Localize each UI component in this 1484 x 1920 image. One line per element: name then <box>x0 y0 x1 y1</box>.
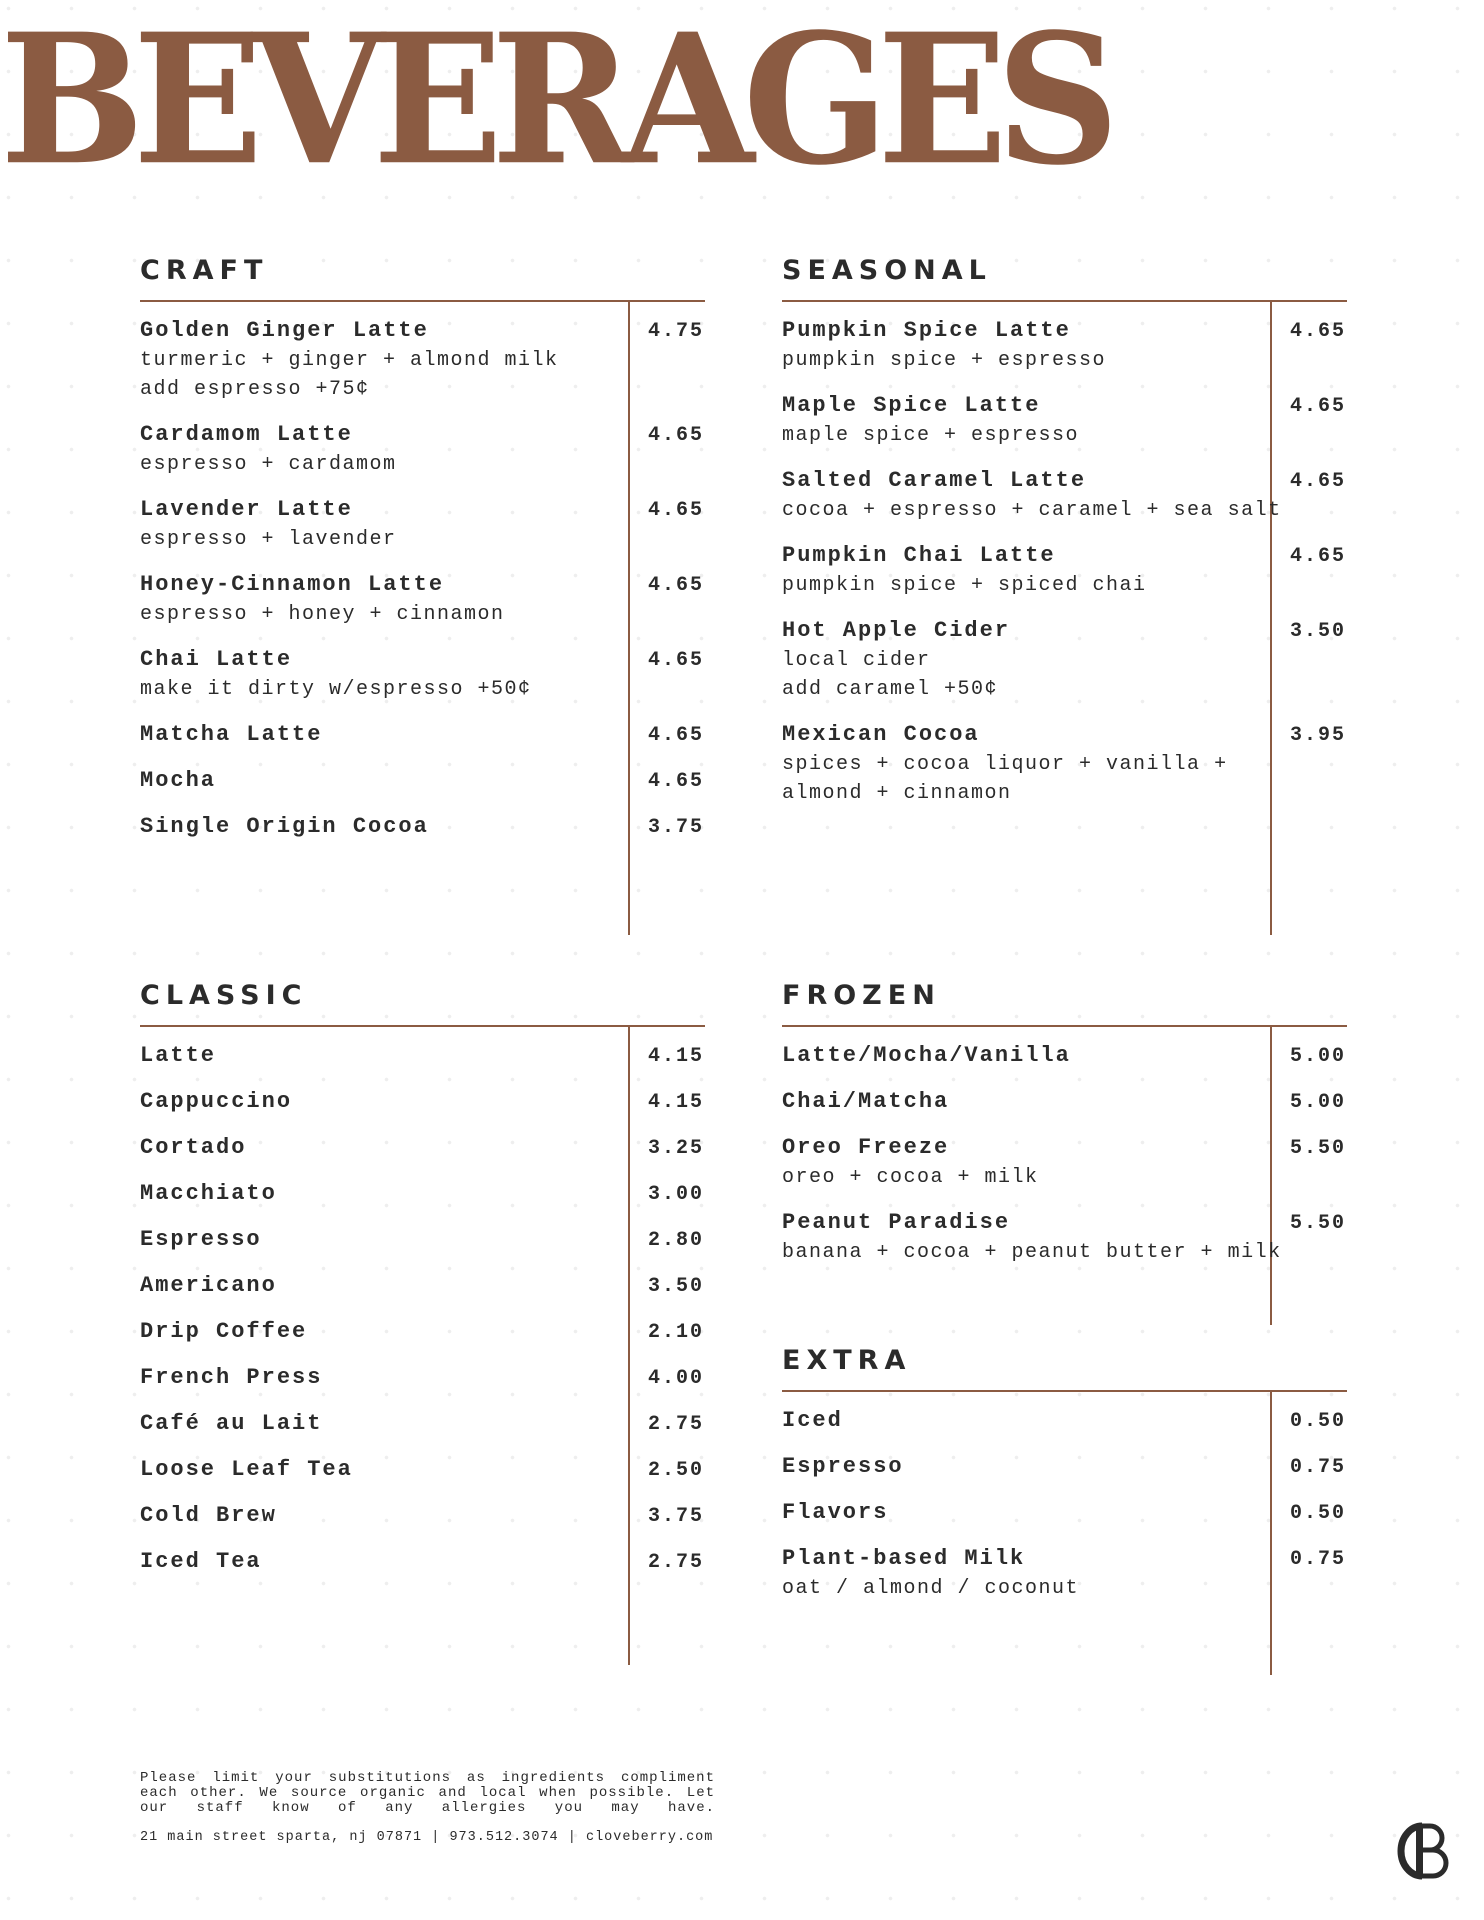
item-price: 0.75 <box>1290 1456 1347 1479</box>
menu-item <box>140 1271 740 1301</box>
item-price: 2.80 <box>648 1229 705 1252</box>
menu-item <box>140 645 740 704</box>
section-craft <box>140 250 740 839</box>
section-rule <box>140 300 705 302</box>
item-description: spices + cocoa liquor + vanilla + <box>782 753 1228 776</box>
section-rule <box>782 1025 1347 1027</box>
item-price: 4.65 <box>648 649 705 672</box>
menu-item <box>140 1225 740 1255</box>
item-name: Café au Lait <box>140 1411 323 1436</box>
menu-item <box>140 1409 740 1439</box>
section-classic <box>140 975 740 1574</box>
menu-item <box>782 720 1382 808</box>
item-price: 5.50 <box>1290 1212 1347 1235</box>
item-name: Chai Latte <box>140 647 293 672</box>
menu-item <box>140 495 740 554</box>
section-rule <box>782 1390 1347 1392</box>
item-name: Americano <box>140 1273 277 1298</box>
item-price: 4.65 <box>1290 395 1347 418</box>
item-name: Mocha <box>140 768 217 793</box>
item-description: almond + cinnamon <box>782 782 1012 805</box>
menu-item <box>140 1317 740 1347</box>
item-name: Iced <box>782 1408 843 1433</box>
item-description: espresso + honey + cinnamon <box>140 603 505 626</box>
menu-item <box>782 1452 1382 1482</box>
item-price: 4.15 <box>648 1091 705 1114</box>
item-name: Peanut Paradise <box>782 1210 1011 1235</box>
item-price: 2.50 <box>648 1459 705 1482</box>
menu-list-craft <box>140 316 740 858</box>
menu-item <box>140 1455 740 1485</box>
item-description: local cider <box>782 649 931 672</box>
item-name: Drip Coffee <box>140 1319 308 1344</box>
menu-item <box>782 1406 1382 1436</box>
item-name: Cortado <box>140 1135 247 1160</box>
footer-address: 21 main street sparta, nj 07871 | 973.512.3074 | cloveberry.com <box>140 1830 714 1845</box>
item-name: Chai/Matcha <box>782 1089 950 1114</box>
item-name: Single Origin Cocoa <box>140 814 429 839</box>
section-heading-craft: CRAFT <box>140 255 269 286</box>
menu-item <box>140 720 740 750</box>
menu-item <box>782 616 1382 704</box>
item-price: 3.25 <box>648 1137 705 1160</box>
item-price: 3.00 <box>648 1183 705 1206</box>
menu-item <box>140 420 740 479</box>
item-price: 4.65 <box>1290 470 1347 493</box>
item-name: Salted Caramel Latte <box>782 468 1087 493</box>
menu-list-frozen <box>782 1041 1382 1283</box>
item-price: 4.65 <box>648 770 705 793</box>
menu-item <box>782 391 1382 450</box>
item-price: 0.75 <box>1290 1548 1347 1571</box>
item-price: 3.50 <box>1290 620 1347 643</box>
item-price: 3.75 <box>648 1505 705 1528</box>
item-price: 4.65 <box>1290 320 1347 343</box>
item-price: 4.65 <box>648 499 705 522</box>
item-name: Oreo Freeze <box>782 1135 950 1160</box>
item-description: oat / almond / coconut <box>782 1577 1080 1600</box>
menu-item <box>140 316 740 404</box>
item-price: 3.50 <box>648 1275 705 1298</box>
item-price: 4.65 <box>648 574 705 597</box>
item-name: Cold Brew <box>140 1503 277 1528</box>
page-title: BEVERAGES <box>0 0 1108 205</box>
item-description: cocoa + espresso + caramel + sea salt <box>782 499 1282 522</box>
item-name: Iced Tea <box>140 1549 262 1574</box>
item-price: 4.65 <box>1290 545 1347 568</box>
item-price: 0.50 <box>1290 1410 1347 1433</box>
menu-item <box>782 1208 1382 1267</box>
item-description: espresso + lavender <box>140 528 397 551</box>
section-heading-classic: CLASSIC <box>140 980 308 1011</box>
menu-item <box>782 541 1382 600</box>
item-price: 4.65 <box>648 724 705 747</box>
menu-item <box>782 466 1382 525</box>
item-name: Espresso <box>782 1454 904 1479</box>
item-price: 2.10 <box>648 1321 705 1344</box>
section-rule <box>782 300 1347 302</box>
item-price: 4.15 <box>648 1045 705 1068</box>
item-name: Pumpkin Spice Latte <box>782 318 1071 343</box>
footer-note: Please limit your substitutions as ingredients compliment each other. We source organic and local when possible. Let our staff know of any allergies you may have. <box>140 1770 715 1816</box>
monogram-icon <box>1392 1818 1452 1884</box>
menu-item <box>782 1133 1382 1192</box>
section-seasonal <box>782 250 1382 805</box>
menu-item <box>140 570 740 629</box>
item-name: Matcha Latte <box>140 722 323 747</box>
item-description: espresso + cardamom <box>140 453 397 476</box>
item-price: 5.50 <box>1290 1137 1347 1160</box>
item-name: Golden Ginger Latte <box>140 318 429 343</box>
item-price: 4.75 <box>648 320 705 343</box>
item-name: Latte/Mocha/Vanilla <box>782 1043 1071 1068</box>
item-name: Lavender Latte <box>140 497 353 522</box>
item-price: 5.00 <box>1290 1091 1347 1114</box>
menu-list-extra <box>782 1406 1382 1619</box>
item-price: 2.75 <box>648 1551 705 1574</box>
menu-item <box>782 1087 1382 1117</box>
item-description: banana + cocoa + peanut butter + milk <box>782 1241 1282 1264</box>
section-extra <box>782 1340 1382 1600</box>
item-description: pumpkin spice + spiced chai <box>782 574 1147 597</box>
menu-item <box>140 1133 740 1163</box>
item-description: make it dirty w/espresso +50¢ <box>140 678 532 701</box>
item-name: Macchiato <box>140 1181 277 1206</box>
item-name: Hot Apple Cider <box>782 618 1011 643</box>
item-name: Espresso <box>140 1227 262 1252</box>
item-name: Honey-Cinnamon Latte <box>140 572 445 597</box>
cloveberry-monogram-logo <box>1392 1818 1452 1884</box>
menu-item <box>782 1041 1382 1071</box>
item-price: 3.95 <box>1290 724 1347 747</box>
item-description: maple spice + espresso <box>782 424 1080 447</box>
item-price: 3.75 <box>648 816 705 839</box>
menu-item <box>140 1501 740 1531</box>
section-heading-frozen: FROZEN <box>782 980 941 1011</box>
section-heading-seasonal: SEASONAL <box>782 255 992 286</box>
menu-item <box>140 1041 740 1071</box>
menu-list-classic <box>140 1041 740 1593</box>
menu-item <box>140 1363 740 1393</box>
item-description: oreo + cocoa + milk <box>782 1166 1039 1189</box>
section-heading-extra: EXTRA <box>782 1345 912 1376</box>
item-name: Plant-based Milk <box>782 1546 1026 1571</box>
menu-item <box>140 1547 740 1577</box>
item-name: Cappuccino <box>140 1089 293 1114</box>
menu-item <box>782 1544 1382 1603</box>
item-price: 0.50 <box>1290 1502 1347 1525</box>
item-description: add espresso +75¢ <box>140 378 370 401</box>
item-price: 4.65 <box>648 424 705 447</box>
item-name: Latte <box>140 1043 217 1068</box>
item-name: Flavors <box>782 1500 889 1525</box>
menu-list-seasonal <box>782 316 1382 824</box>
item-description: add caramel +50¢ <box>782 678 999 701</box>
item-name: Maple Spice Latte <box>782 393 1041 418</box>
item-description: pumpkin spice + espresso <box>782 349 1107 372</box>
menu-item <box>782 1498 1382 1528</box>
menu-item <box>782 316 1382 375</box>
item-name: Pumpkin Chai Latte <box>782 543 1056 568</box>
item-description: turmeric + ginger + almond milk <box>140 349 559 372</box>
menu-item <box>140 812 740 842</box>
item-name: Cardamom Latte <box>140 422 353 447</box>
item-price: 5.00 <box>1290 1045 1347 1068</box>
menu-item <box>140 766 740 796</box>
item-name: French Press <box>140 1365 323 1390</box>
item-price: 4.00 <box>648 1367 705 1390</box>
section-rule <box>140 1025 705 1027</box>
menu-item <box>140 1087 740 1117</box>
item-name: Mexican Cocoa <box>782 722 980 747</box>
item-name: Loose Leaf Tea <box>140 1457 353 1482</box>
item-price: 2.75 <box>648 1413 705 1436</box>
section-frozen <box>782 975 1382 1264</box>
menu-item <box>140 1179 740 1209</box>
